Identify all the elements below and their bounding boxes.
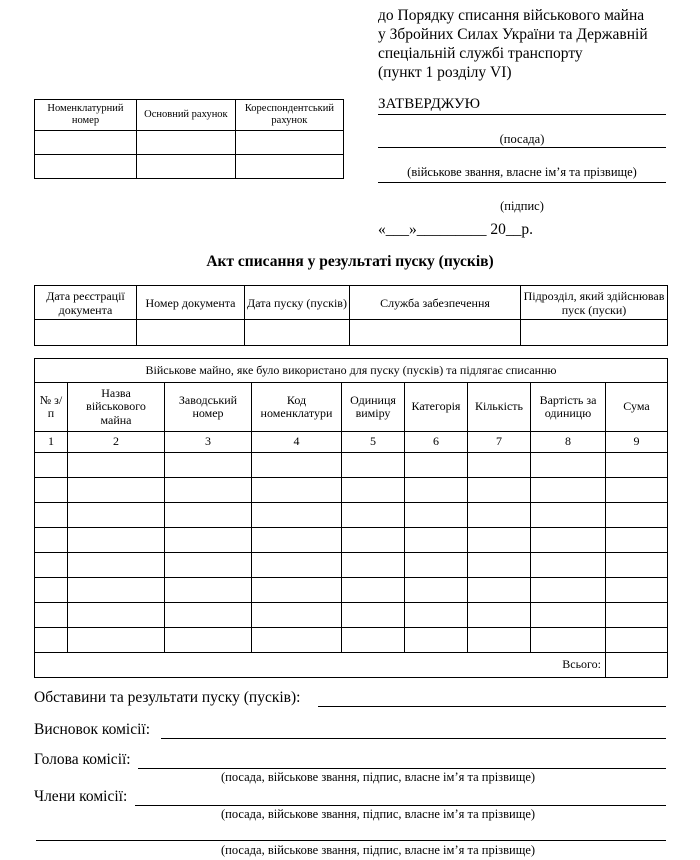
- account-header-cell: Кореспондентський рахунок: [235, 100, 343, 131]
- property-header-cell: Заводський номер: [165, 383, 252, 432]
- member-2-line[interactable]: [36, 840, 666, 841]
- table-cell[interactable]: [35, 503, 68, 528]
- table-cell[interactable]: [342, 528, 405, 553]
- total-label: Всього:: [35, 653, 606, 678]
- table-cell[interactable]: [405, 578, 468, 603]
- table-cell[interactable]: [252, 478, 342, 503]
- table-cell[interactable]: [35, 528, 68, 553]
- total-sum-cell[interactable]: [606, 653, 668, 678]
- column-number: 1: [35, 432, 68, 453]
- table-cell[interactable]: [68, 503, 165, 528]
- table-cell[interactable]: [405, 453, 468, 478]
- column-number: 9: [606, 432, 668, 453]
- property-table-span-header: [35, 359, 668, 383]
- table-cell[interactable]: [68, 453, 165, 478]
- property-header-cell: Вартість за одиницю: [531, 383, 606, 432]
- table-cell[interactable]: [405, 528, 468, 553]
- table-cell[interactable]: [405, 503, 468, 528]
- table-cell[interactable]: [252, 453, 342, 478]
- registration-header-cell: Підрозділ, який здійснював пуск (пуски): [521, 286, 668, 320]
- table-cell[interactable]: [35, 603, 68, 628]
- table-cell[interactable]: [468, 478, 531, 503]
- property-header-cell: Одиниця виміру: [342, 383, 405, 432]
- table-cell[interactable]: [252, 553, 342, 578]
- registration-cell[interactable]: [245, 320, 350, 346]
- position-line[interactable]: [378, 114, 666, 115]
- annex-line-2: у Збройних Силах України та Державній: [378, 26, 648, 43]
- property-header-cell: Категорія: [405, 383, 468, 432]
- account-header-cell: Основний рахунок: [136, 100, 235, 131]
- column-number: 6: [405, 432, 468, 453]
- table-cell[interactable]: [531, 478, 606, 503]
- account-cell[interactable]: [35, 131, 137, 155]
- annex-line-4: (пункт 1 розділу VI): [378, 64, 512, 81]
- account-table: [34, 99, 344, 179]
- column-number: 8: [531, 432, 606, 453]
- column-number: 3: [165, 432, 252, 453]
- registration-header-cell: Дата реєстрації документа: [35, 286, 137, 320]
- table-cell[interactable]: [606, 628, 668, 653]
- table-cell[interactable]: [165, 528, 252, 553]
- table-row: [35, 578, 668, 603]
- table-cell[interactable]: [35, 553, 68, 578]
- registration-table-header: [35, 286, 668, 320]
- table-cell[interactable]: [252, 628, 342, 653]
- chairman-line[interactable]: [138, 768, 666, 769]
- table-cell[interactable]: [35, 578, 68, 603]
- circumstances-label: Обставини та результати пуску (пусків):: [34, 689, 301, 706]
- property-table: [34, 358, 668, 678]
- table-cell[interactable]: [468, 553, 531, 578]
- members-label: Члени комісії:: [34, 788, 128, 805]
- table-cell[interactable]: [531, 603, 606, 628]
- rank-name-line[interactable]: [378, 147, 666, 148]
- table-cell[interactable]: [342, 478, 405, 503]
- column-number: 7: [468, 432, 531, 453]
- property-number-row: [35, 432, 668, 453]
- table-cell[interactable]: [405, 478, 468, 503]
- table-cell[interactable]: [342, 628, 405, 653]
- property-header-cell: Код номенклатури: [252, 383, 342, 432]
- table-cell[interactable]: [531, 528, 606, 553]
- registration-cell[interactable]: [521, 320, 668, 346]
- table-cell[interactable]: [405, 603, 468, 628]
- table-cell[interactable]: [68, 578, 165, 603]
- table-cell[interactable]: [342, 603, 405, 628]
- account-cell[interactable]: [136, 131, 235, 155]
- account-cell[interactable]: [235, 131, 343, 155]
- registration-table-row: [35, 320, 668, 346]
- property-header-cell: Кількість: [468, 383, 531, 432]
- table-cell[interactable]: [165, 503, 252, 528]
- registration-header-cell: Служба забезпечення: [350, 286, 521, 320]
- annex-line-3: спеціальній службі транспорту: [378, 45, 583, 62]
- signature-caption: (підпис): [500, 199, 544, 213]
- table-cell[interactable]: [606, 578, 668, 603]
- table-cell[interactable]: [342, 503, 405, 528]
- table-cell[interactable]: [405, 553, 468, 578]
- table-cell[interactable]: [68, 528, 165, 553]
- account-table-row: [35, 155, 344, 179]
- table-cell[interactable]: [165, 478, 252, 503]
- table-cell[interactable]: [531, 553, 606, 578]
- table-cell[interactable]: [468, 528, 531, 553]
- table-cell[interactable]: [165, 553, 252, 578]
- account-header-cell: Номенклатурний номер: [35, 100, 137, 131]
- signature-line[interactable]: [378, 182, 666, 183]
- circumstances-line[interactable]: [318, 706, 666, 707]
- chairman-label: Голова комісії:: [34, 751, 131, 768]
- table-cell[interactable]: [252, 603, 342, 628]
- table-cell[interactable]: [468, 503, 531, 528]
- member-1-line[interactable]: [135, 805, 666, 806]
- document-title: Акт списання у результаті пуску (пусків): [206, 253, 494, 270]
- table-cell[interactable]: [68, 628, 165, 653]
- chairman-caption: (посада, військове звання, підпис, власне ім’я та прізвище): [221, 770, 536, 784]
- table-row: [35, 603, 668, 628]
- registration-header-cell: Номер документа: [137, 286, 245, 320]
- account-cell[interactable]: [235, 155, 343, 179]
- table-cell[interactable]: [35, 478, 68, 503]
- conclusion-label: Висновок комісії:: [34, 721, 151, 738]
- table-cell[interactable]: [468, 603, 531, 628]
- registration-cell[interactable]: [137, 320, 245, 346]
- table-cell[interactable]: [68, 478, 165, 503]
- table-cell[interactable]: [606, 478, 668, 503]
- property-header-cell: Назва військового майна: [68, 383, 165, 432]
- table-cell[interactable]: [405, 628, 468, 653]
- registration-cell[interactable]: [350, 320, 521, 346]
- table-cell[interactable]: [35, 628, 68, 653]
- account-table-header: [35, 100, 344, 131]
- property-span-header: Військове майно, яке було використано для пуску (пусків) та підлягає списанню: [35, 359, 668, 383]
- registration-table: [34, 285, 668, 346]
- table-row: [35, 478, 668, 503]
- annex-line-1: до Порядку списання військового майна: [378, 7, 645, 24]
- member-2-caption: (посада, військове звання, підпис, власне ім’я та прізвище): [221, 843, 536, 857]
- table-cell[interactable]: [165, 453, 252, 478]
- table-cell[interactable]: [606, 453, 668, 478]
- table-row: [35, 628, 668, 653]
- annex-reference: [378, 6, 688, 82]
- table-cell[interactable]: [35, 453, 68, 478]
- account-cell[interactable]: [136, 155, 235, 179]
- table-cell[interactable]: [606, 553, 668, 578]
- column-number: 2: [68, 432, 165, 453]
- table-row: [35, 553, 668, 578]
- member-1-caption: (посада, військове звання, підпис, власне ім’я та прізвище): [221, 807, 536, 821]
- registration-header-cell: Дата пуску (пусків): [245, 286, 350, 320]
- table-cell[interactable]: [468, 578, 531, 603]
- table-cell[interactable]: [68, 553, 165, 578]
- property-total-row: [35, 653, 668, 678]
- table-cell[interactable]: [606, 503, 668, 528]
- property-table-header: [35, 383, 668, 432]
- table-cell[interactable]: [165, 628, 252, 653]
- property-header-cell: № з/п: [35, 383, 68, 432]
- table-cell[interactable]: [252, 578, 342, 603]
- table-cell[interactable]: [468, 453, 531, 478]
- table-cell[interactable]: [165, 603, 252, 628]
- table-cell[interactable]: [468, 628, 531, 653]
- conclusion-line[interactable]: [161, 738, 666, 739]
- table-cell[interactable]: [252, 528, 342, 553]
- approval-title: ЗАТВЕРДЖУЮ: [378, 96, 481, 112]
- table-row: [35, 528, 668, 553]
- account-cell[interactable]: [35, 155, 137, 179]
- table-cell[interactable]: [342, 453, 405, 478]
- table-cell[interactable]: [531, 503, 606, 528]
- column-number: 4: [252, 432, 342, 453]
- table-cell[interactable]: [606, 528, 668, 553]
- account-table-row: [35, 131, 344, 155]
- table-cell[interactable]: [165, 578, 252, 603]
- position-caption: (посада): [499, 132, 545, 146]
- table-cell[interactable]: [342, 578, 405, 603]
- approval-date[interactable]: «___»_________ 20__р.: [378, 221, 533, 238]
- registration-cell[interactable]: [35, 320, 137, 346]
- table-cell[interactable]: [531, 628, 606, 653]
- table-cell[interactable]: [252, 503, 342, 528]
- table-cell[interactable]: [531, 453, 606, 478]
- table-cell[interactable]: [606, 603, 668, 628]
- property-header-cell: Сума: [606, 383, 668, 432]
- table-cell[interactable]: [342, 553, 405, 578]
- rank-name-caption: (військове звання, власне ім’я та прізвище): [407, 165, 637, 179]
- table-cell[interactable]: [531, 578, 606, 603]
- table-cell[interactable]: [68, 603, 165, 628]
- table-row: [35, 453, 668, 478]
- table-row: [35, 503, 668, 528]
- column-number: 5: [342, 432, 405, 453]
